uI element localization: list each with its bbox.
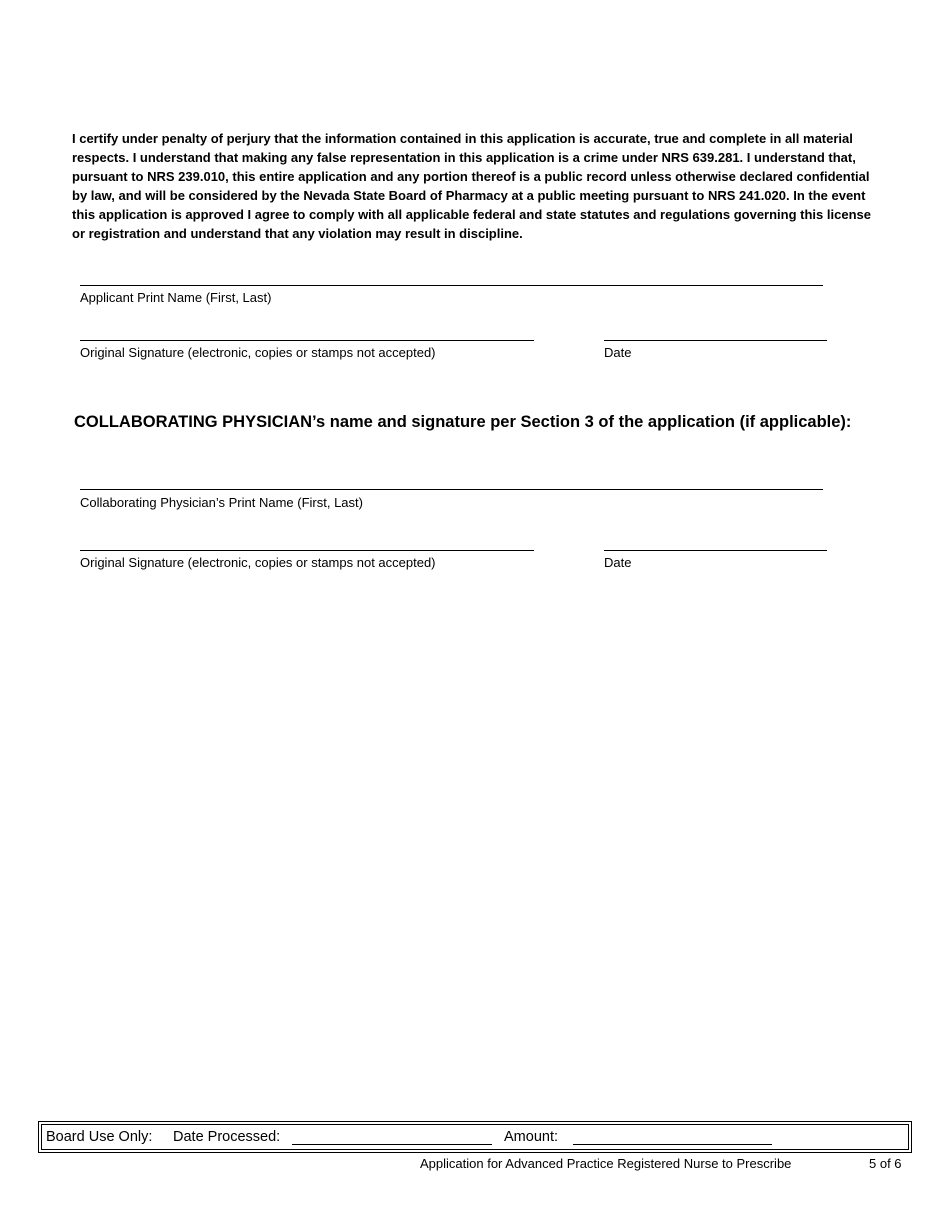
applicant-signature-label: Original Signature (electronic, copies or stamps not accepted) bbox=[80, 345, 436, 360]
board-use-label: Board Use Only: bbox=[46, 1129, 153, 1145]
amount-label: Amount: bbox=[504, 1129, 558, 1145]
applicant-signature-line[interactable] bbox=[80, 340, 534, 341]
physician-print-name-line[interactable] bbox=[80, 489, 823, 490]
collaborating-physician-heading: COLLABORATING PHYSICIAN’s name and signature per Section 3 of the application (if applicable): bbox=[74, 413, 852, 431]
certification-statement: I certify under penalty of perjury that the information contained in this application is accurate, true and complete in all material respects. I understand that making any false representation in this application is a crime under NRS 639.281. I understand that, pursuant to NRS 239.010, this entire application and any portion thereof is a public record unless otherwise declared confidential by law, and will be considered by the Nevada State Board of Pharmacy at a public meeting pursuant to NRS 241.020. In the event this application is approved I agree to comply with all applicable federal and state statutes and regulations governing this license or registration and understand that any violation may result in discipline. bbox=[72, 131, 871, 241]
applicant-date-line[interactable] bbox=[604, 340, 827, 341]
physician-signature-label: Original Signature (electronic, copies or stamps not accepted) bbox=[80, 555, 436, 570]
footer-form-title: Application for Advanced Practice Registered Nurse to Prescribe bbox=[420, 1156, 792, 1171]
board-use-box bbox=[38, 1121, 912, 1153]
footer-page-number: 5 of 6 bbox=[869, 1156, 902, 1171]
board-use-inner-frame bbox=[41, 1124, 909, 1150]
applicant-date-label: Date bbox=[604, 345, 632, 360]
amount-line[interactable] bbox=[573, 1144, 772, 1145]
physician-print-name-label: Collaborating Physician’s Print Name (First, Last) bbox=[80, 495, 363, 510]
applicant-print-name-label: Applicant Print Name (First, Last) bbox=[80, 290, 272, 305]
physician-date-line[interactable] bbox=[604, 550, 827, 551]
physician-date-label: Date bbox=[604, 555, 632, 570]
date-processed-line[interactable] bbox=[292, 1144, 492, 1145]
applicant-print-name-line[interactable] bbox=[80, 285, 823, 286]
physician-signature-line[interactable] bbox=[80, 550, 534, 551]
date-processed-label: Date Processed: bbox=[173, 1129, 281, 1145]
